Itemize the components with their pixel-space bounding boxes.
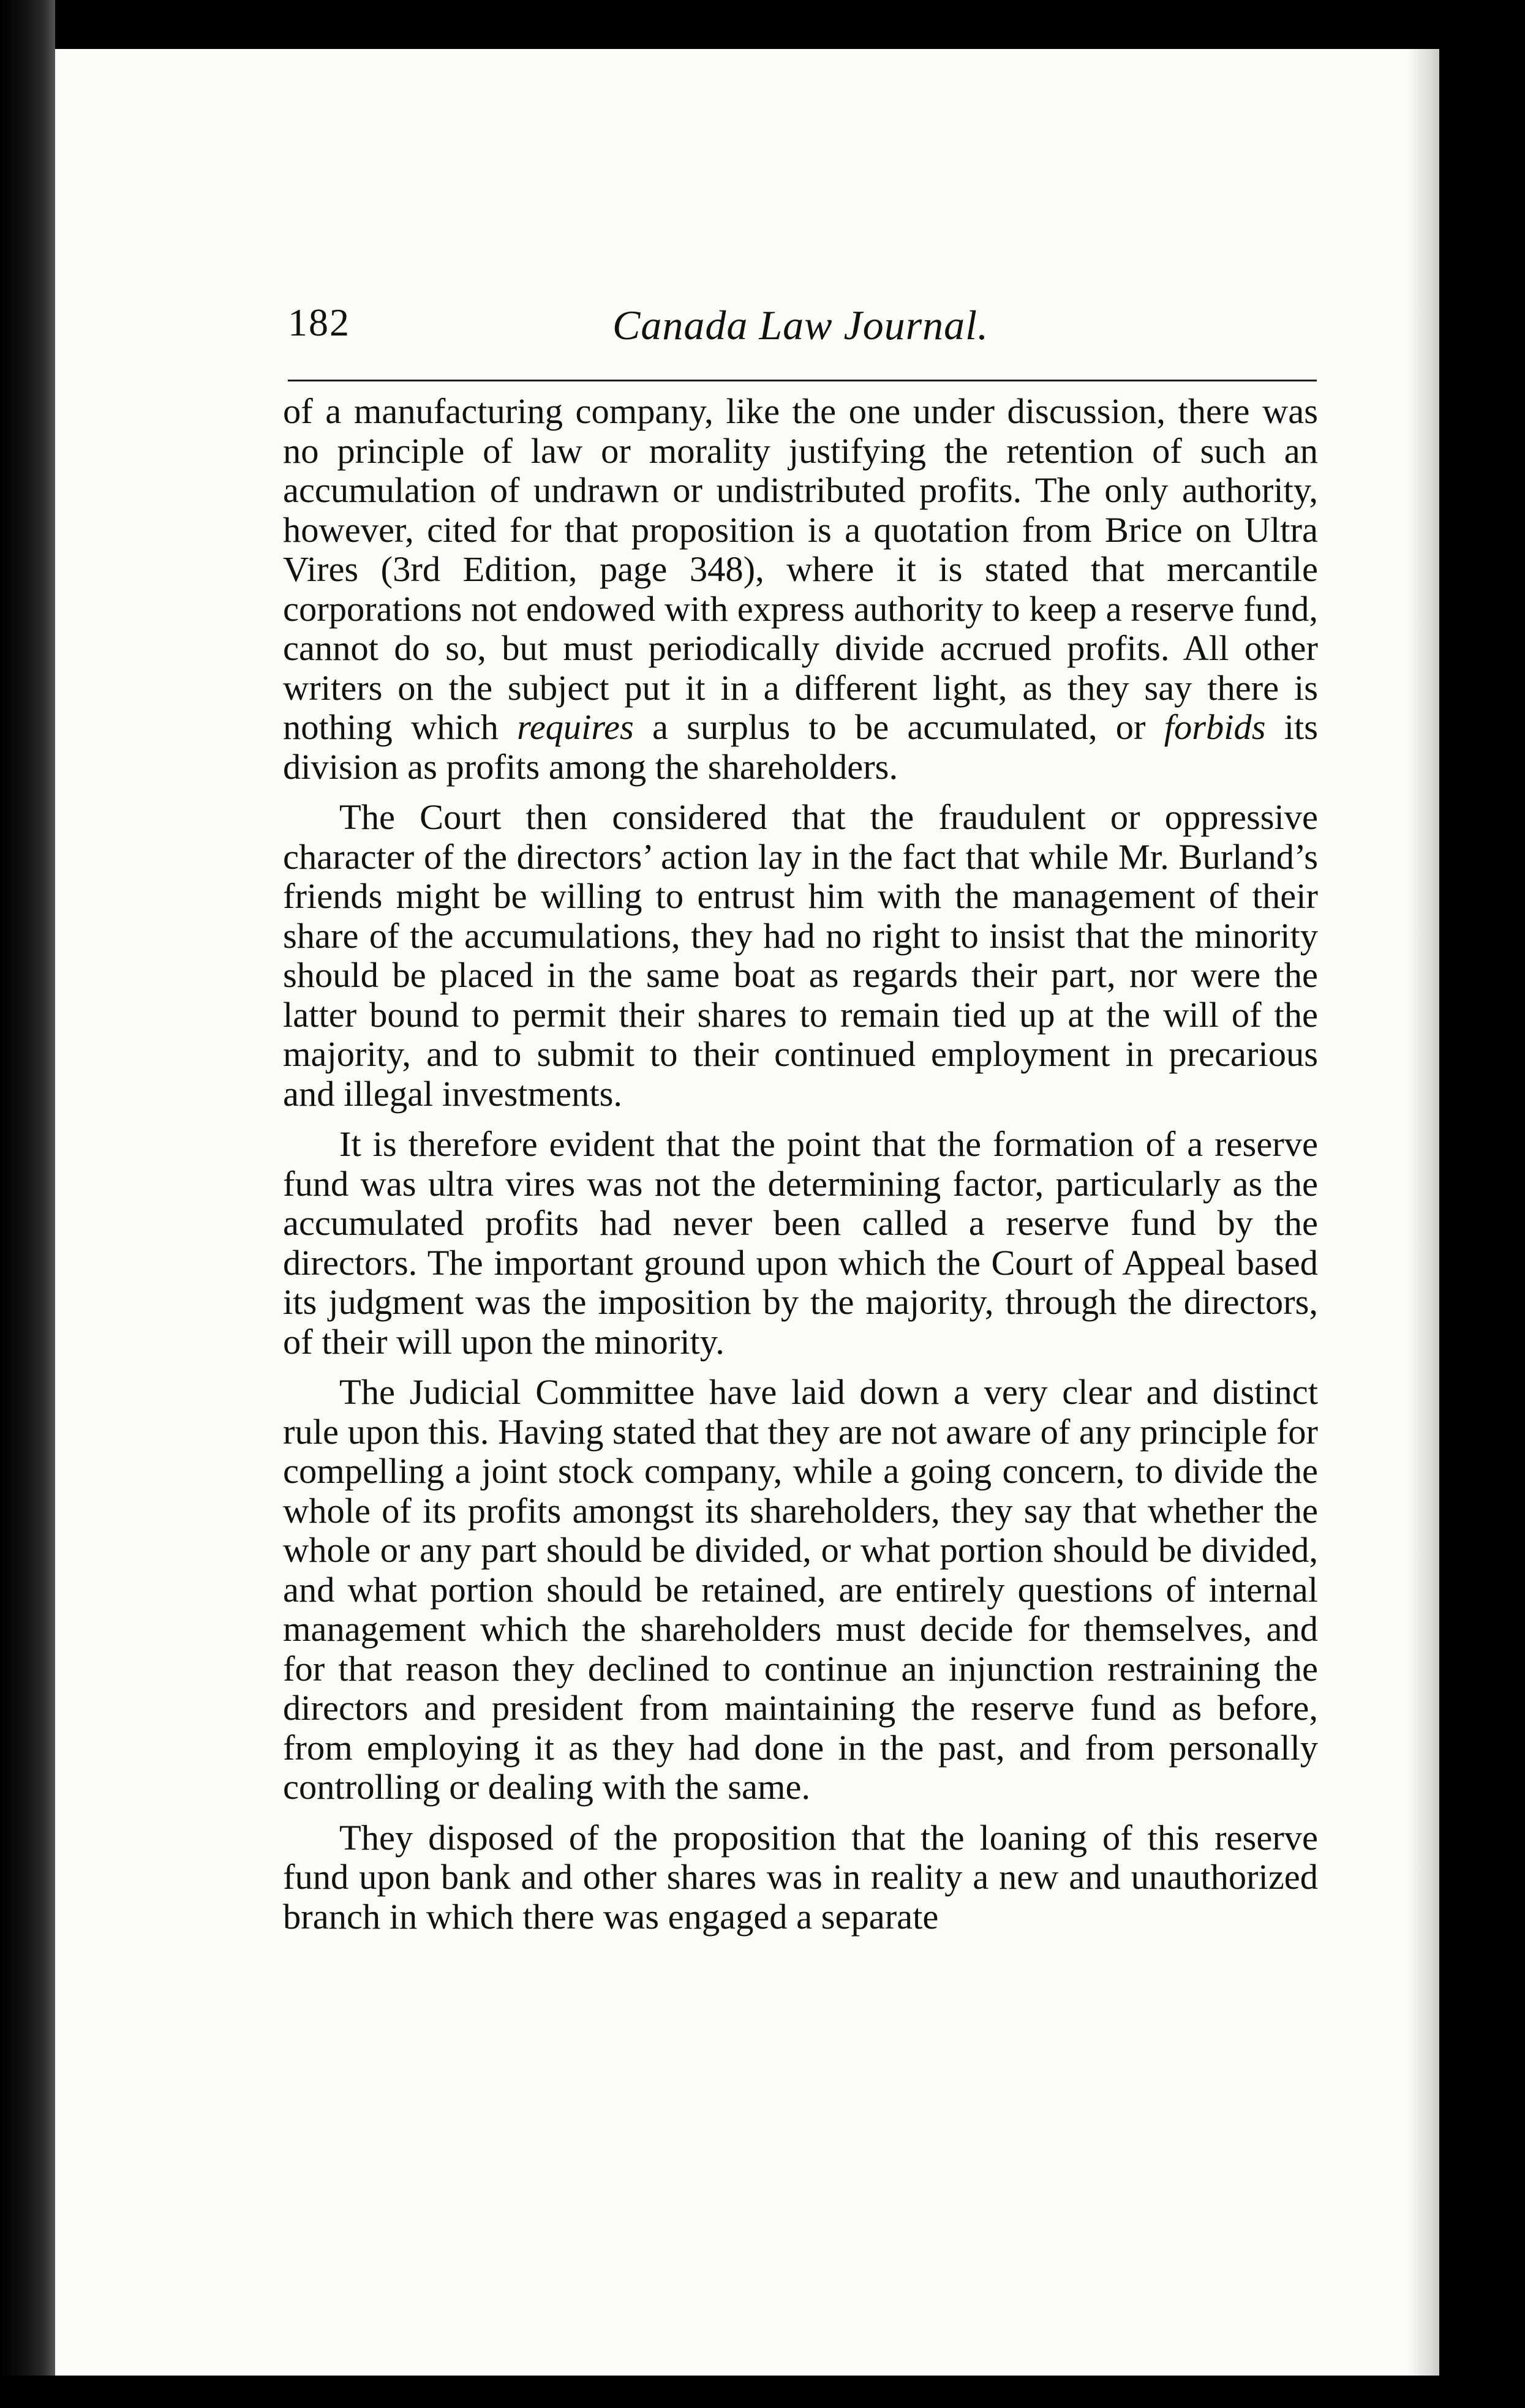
- emphasized-text: requires: [517, 707, 634, 747]
- paragraph-text: its division as profits among the shareholders.: [283, 707, 1318, 787]
- body-text: [283, 392, 1318, 1937]
- book-binding-edge: [0, 0, 55, 2408]
- paragraph-text: The Judicial Committee have laid down a very clear and distinct rule upon this. Having stated that they are not aware of any principle for compelling a joint stock company, while a going concern, to divide the whole of its profits amongst its shareholders, they say that whether the whole or any part should be divided, or what portion should be divided, and what portion should be retained, are entirely questions of internal management which the shareholders must decide for themselves, and for that reason they declined to continue an injunction restraining the directors and president from maintaining the reserve fund as before, from employing it as they had done in the past, and from personally controlling or dealing with the same.: [283, 1372, 1318, 1807]
- paragraph-text: It is therefore evident that the point that the formation of a reserve fund was ultra vires was not the determining factor, particularly as the accumulated profits had never been called a reserve fund by the directors. The important ground upon which the Court of Appeal based its judgment was the imposition by the majority, through the directors, of their will upon the minority.: [283, 1124, 1318, 1362]
- paragraph-text: The Court then considered that the fraudulent or oppressive character of the directors’ action lay in the fact that while Mr. Burland’s friends might be willing to entrust him with the management of their share of the accumulations, they had no right to insist that the minority should be placed in the same boat as regards their part, nor were the latter bound to permit their shares to remain tied up at the will of the majority, and to submit to their continued employment in precarious and illegal investments.: [283, 797, 1318, 1114]
- scan-bottom-border: [0, 2376, 1525, 2408]
- paragraph: [283, 392, 1318, 787]
- paragraph-text: a surplus to be accumulated, or: [633, 707, 1164, 747]
- paragraph: [283, 1818, 1318, 1937]
- page-header: [288, 288, 1317, 381]
- running-title: Canada Law Journal.: [612, 302, 989, 348]
- page-number: 182: [288, 301, 350, 344]
- scan-top-border: [0, 0, 1525, 49]
- paragraph-text: They disposed of the proposition that the loaning of this reserve fund upon bank and other shares was in reality a new and unauthorized branch in which there was engaged a separate: [283, 1817, 1318, 1937]
- emphasized-text: forbids: [1164, 707, 1266, 747]
- paragraph: [283, 1125, 1318, 1362]
- paragraph: [283, 798, 1318, 1114]
- paragraph: [283, 1373, 1318, 1807]
- page-edge-shadow: [1409, 49, 1525, 2408]
- paragraph-text: of a manufacturing company, like the one under discussion, there was no principle of law or morality justifying the retention of such an accumulation of undrawn or undistributed profits. The only authority, however, cited for that proposition is a quotation from Brice on Ultra Vires (3rd Edition, page 348), where it is stated that mercantile corporations not endowed with express authority to keep a reserve fund, cannot do so, but must periodically divide accrued profits. All other writers on the subject put it in a different light, as they say there is nothing which: [283, 391, 1318, 747]
